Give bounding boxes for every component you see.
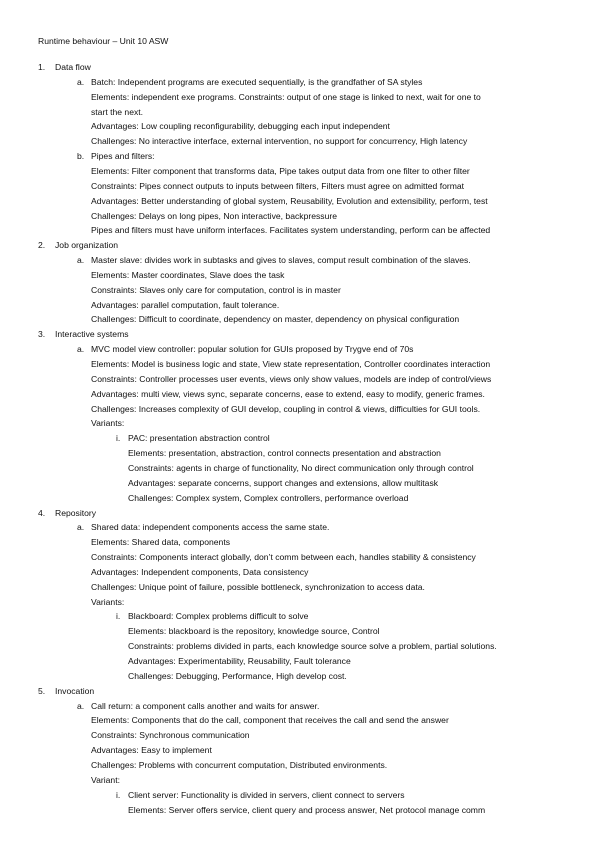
subitem-line: Constraints: agents in charge of functionality, No direct communication only through control [128, 462, 474, 473]
item-line: Shared data: independent components access the same state. [91, 522, 330, 533]
item-line: Elements: independent exe programs. Constraints: output of one stage is linked to next, wait for one to [91, 91, 481, 102]
item-line: Advantages: multi view, views sync, separate concerns, ease to extend, easy to modify, generic frames. [91, 388, 485, 399]
item-line: Elements: Filter component that transforms data, Pipe takes output data from one filter to other filter [91, 165, 470, 176]
section-title: Invocation [55, 685, 95, 696]
item-line: start the next. [91, 106, 144, 117]
section-number: 1. [38, 62, 46, 72]
subitem-numeral: i. [116, 789, 121, 800]
item-line: Constraints: Components interact globally, don’t comm between each, handles stability & consistency [91, 552, 476, 563]
item-line: Pipes and filters: [91, 151, 155, 162]
item-letter: a. [77, 255, 85, 266]
item-letter: b. [77, 151, 85, 162]
section-title: Interactive systems [55, 329, 129, 340]
item-line: Variants: [91, 418, 125, 429]
subitem-line: Challenges: Debugging, Performance, High develop cost. [128, 670, 347, 681]
subitem-line: Elements: Server offers service, client query and process answer, Net protocol manage comm [128, 804, 486, 815]
item-line: Advantages: parallel computation, fault tolerance. [91, 299, 280, 310]
subitem-line: Elements: blackboard is the repository, knowledge source, Control [128, 626, 380, 637]
subitem-line: Elements: presentation, abstraction, control connects presentation and abstraction [128, 448, 441, 459]
item-line: Call return: a component calls another and waits for answer. [91, 700, 320, 711]
item-line: Constraints: Synchronous communication [91, 730, 250, 741]
item-line: Challenges: Difficult to coordinate, dependency on master, dependency on physical configuration [91, 314, 460, 325]
subitem-numeral: i. [116, 611, 121, 622]
section-number: 3. [38, 329, 46, 340]
item-line: Advantages: Better understanding of global system, Reusability, Evolution and extensibility, perform, test [91, 195, 488, 206]
item-line: Challenges: Increases complexity of GUI develop, coupling in control & views, difficulties for GUI tools. [91, 403, 481, 414]
item-line: Elements: Components that do the call, component that receives the call and send the answer [91, 715, 449, 726]
item-letter: a. [77, 700, 85, 711]
item-line: Advantages: Low coupling reconfigurability, debugging each input independent [91, 121, 390, 132]
item-line: Batch: Independent programs are executed sequentially, is the grandfather of SA styles [91, 76, 423, 87]
item-line: Variant: [91, 774, 120, 785]
subitem-line: Blackboard: Complex problems difficult to solve [128, 611, 309, 622]
subitem-line: Advantages: separate concerns, support changes and extensions, allow multitask [128, 477, 439, 488]
section-title: Job organization [55, 240, 119, 251]
section-number: 4. [38, 507, 46, 518]
item-line: Constraints: Slaves only care for computation, control is in master [91, 284, 341, 295]
subitem-line: Challenges: Complex system, Complex controllers, performance overload [128, 492, 409, 503]
item-line: Advantages: Independent components, Data consistency [91, 566, 309, 577]
item-letter: a. [77, 76, 85, 87]
subitem-line: Constraints: problems divided in parts, each knowledge source solve a problem, partial solutions. [128, 641, 497, 652]
item-line: Elements: Model is business logic and state, View state representation, Controller coordinates interaction [91, 359, 491, 369]
item-letter: a. [77, 344, 85, 355]
section-title: Data flow [55, 62, 91, 72]
subitem-numeral: i. [116, 433, 121, 444]
item-line: Challenges: Delays on long pipes, Non interactive, backpressure [91, 210, 338, 221]
subitem-line: Advantages: Experimentability, Reusability, Fault tolerance [128, 656, 351, 666]
item-line: Constraints: Controller processes user events, views only show values, models are indep of control/views [91, 373, 492, 384]
item-line: Challenges: Problems with concurrent computation, Distributed environments. [91, 759, 388, 770]
item-letter: a. [77, 522, 85, 533]
section-number: 2. [38, 240, 46, 251]
item-line: MVC model view controller: popular solution for GUIs proposed by Trygve end of 70s [91, 344, 414, 355]
item-line: Variants: [91, 596, 125, 607]
item-line: Pipes and filters must have uniform interfaces. Facilitates system understanding, perform can be affected [91, 225, 491, 236]
subitem-line: Client server: Functionality is divided in servers, client connect to servers [128, 789, 405, 800]
section-title: Repository [55, 507, 97, 518]
item-line: Elements: Master coordinates, Slave does the task [91, 269, 285, 280]
subitem-line: PAC: presentation abstraction control [128, 433, 270, 444]
item-line: Advantages: Easy to implement [91, 745, 212, 756]
document-title: Runtime behaviour – Unit 10 ASW [38, 36, 169, 46]
section-number: 5. [38, 685, 46, 696]
item-line: Challenges: Unique point of failure, possible bottleneck, synchronization to access data. [91, 581, 425, 592]
item-line: Challenges: No interactive interface, external intervention, no support for concurrency, High latency [91, 136, 468, 147]
item-line: Constraints: Pipes connect outputs to inputs between filters, Filters must agree on admitted format [91, 180, 465, 191]
item-line: Elements: Shared data, components [91, 537, 231, 548]
item-line: Master slave: divides work in subtasks and gives to slaves, comput result combination of the slaves. [91, 255, 471, 266]
